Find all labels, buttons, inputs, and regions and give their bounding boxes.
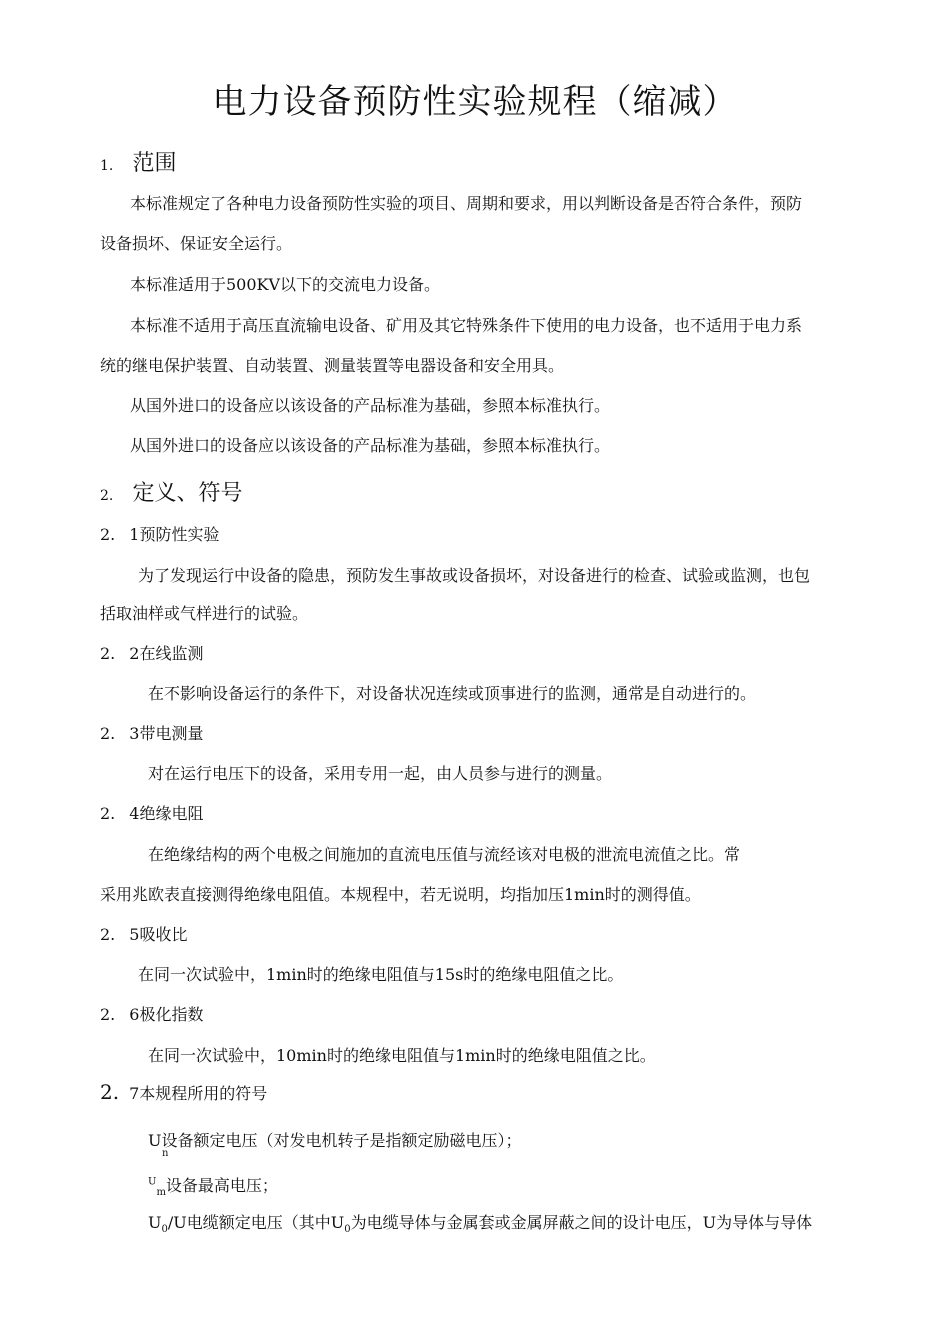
subsection-heading: 2. 5吸收比 — [100, 925, 188, 944]
symbol-um: $^U_m$设备最高电压； — [148, 1176, 278, 1199]
paragraph: 从国外进口的设备应以该设备的产品标准为基础，参照本标准执行。 — [130, 436, 611, 455]
section-number: 1. — [100, 158, 114, 174]
subsection-heading: 2. 1预防性实验 — [100, 525, 220, 544]
symbol-un-subscript: n — [162, 1148, 169, 1159]
paragraph: 从国外进口的设备应以该设备的产品标准为基础，参照本标准执行。 — [130, 396, 611, 415]
paragraph: 括取油样或气样进行的试验。 — [100, 604, 309, 623]
paragraph: 本标准不适用于高压直流输电设备、矿用及其它特殊条件下使用的电力设备，也不适用于电力系 — [130, 316, 803, 335]
section-number: 2. — [100, 488, 114, 504]
section-title: 范围 — [132, 151, 177, 176]
paragraph: 本标准规定了各种电力设备预防性实验的项目、周期和要求，用以判断设备是否符合条件，预防 — [130, 194, 803, 213]
symbol-un: U设备额定电压（对发电机转子是指额定励磁电压）； — [148, 1131, 522, 1150]
paragraph: 本标准适用于500KV以下的交流电力设备。 — [130, 275, 441, 294]
subsection-heading: 2. 4绝缘电阻 — [100, 804, 204, 823]
subsection-heading: 2. 7本规程所用的符号 — [100, 1080, 268, 1104]
paragraph: 为了发现运行中设备的隐患，预防发生事故或设备损坏，对设备进行的检查、试验或监测，也包 — [138, 566, 811, 585]
paragraph: 采用兆欧表直接测得绝缘电阻值。本规程中，若无说明，均指加压1min时的测得值。 — [100, 885, 701, 904]
paragraph: 对在运行电压下的设备，采用专用一起，由人员参与进行的测量。 — [148, 764, 613, 783]
subsection-heading: 2. 2在线监测 — [100, 644, 204, 663]
paragraph: 设备损坏、保证安全运行。 — [100, 234, 293, 253]
paragraph: 在绝缘结构的两个电极之间施加的直流电压值与流经该对电极的泄流电流值之比。常 — [148, 845, 741, 864]
section-title: 定义、符号 — [132, 481, 243, 506]
symbol-u0: $U_0/U$电缆额定电压（其中$U_0$为电缆导体与金属套或金属屏蔽之间的设计电压，U为导体与导体 — [148, 1213, 813, 1236]
paragraph: 在不影响设备运行的条件下，对设备状况连续或顶事进行的监测，通常是自动进行的。 — [148, 684, 757, 703]
document-title: 电力设备预防性实验规程（缩减） — [212, 82, 738, 122]
section-1-heading — [100, 146, 176, 177]
section-2-heading — [100, 476, 242, 507]
paragraph: 在同一次试验中，1min时的绝缘电阻值与15s时的绝缘电阻值之比。 — [138, 965, 624, 984]
subsection-heading: 2. 3带电测量 — [100, 724, 204, 743]
subsection-heading: 2. 6极化指数 — [100, 1005, 204, 1024]
paragraph: 在同一次试验中，10min时的绝缘电阻值与1min时的绝缘电阻值之比。 — [148, 1046, 656, 1065]
paragraph: 统的继电保护装置、自动装置、测量装置等电器设备和安全用具。 — [100, 356, 565, 375]
